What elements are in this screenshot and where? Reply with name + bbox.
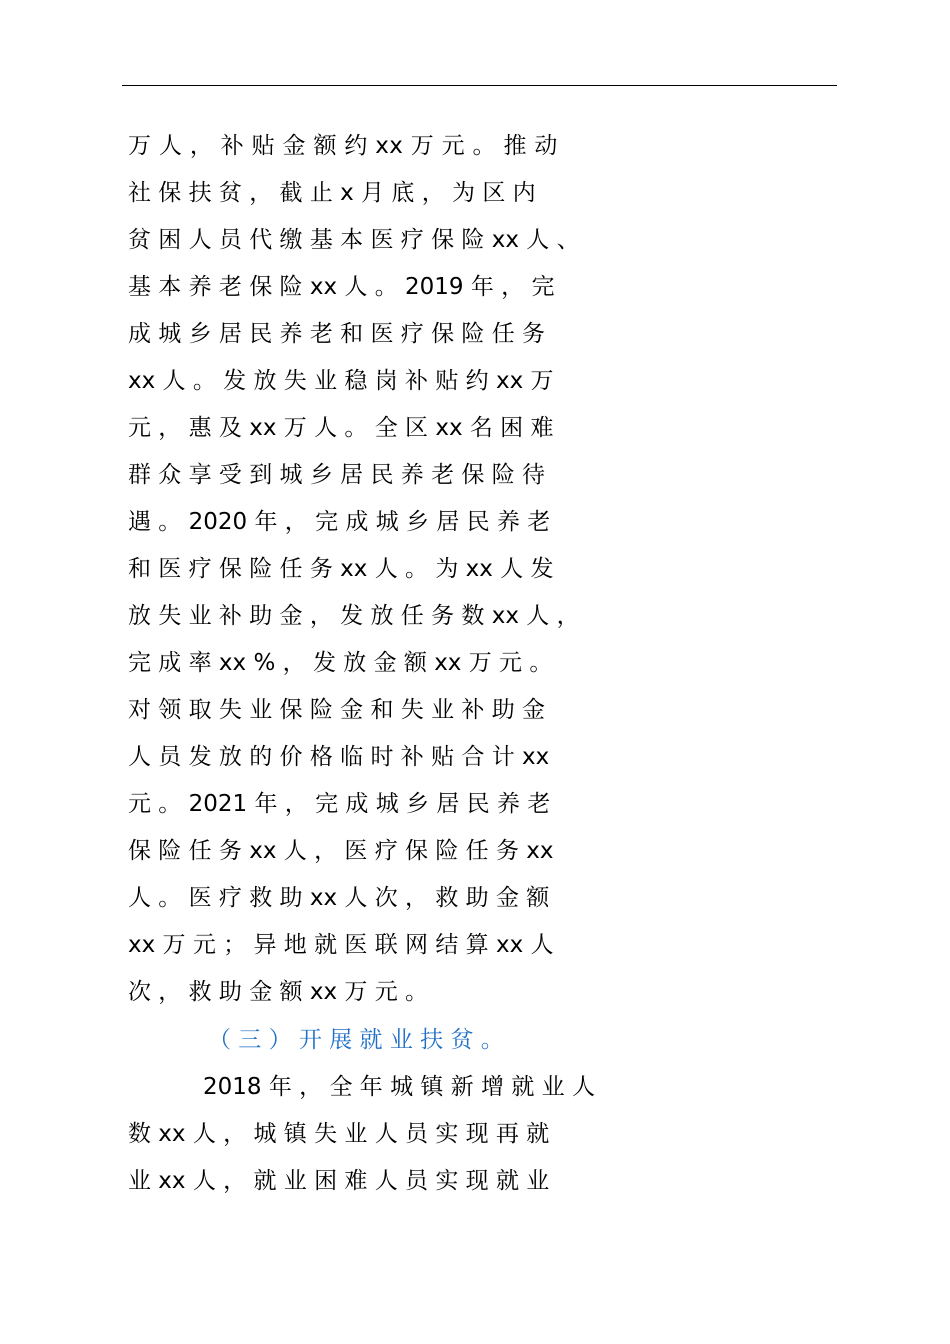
text-line-19: 次 ， 救 助 金 额 xx 万 元 。 xyxy=(128,979,429,1005)
section-heading: （ 三 ） 开 展 就 业 扶 贫 。 xyxy=(208,1027,504,1053)
text-line-4: 基 本 养 老 保 险 xx 人 。 2019 年 ， 完 xyxy=(128,274,555,300)
text-line-6: xx 人 。 发 放 失 业 稳 岗 补 贴 约 xx 万 xyxy=(128,368,554,394)
text-line-10: 和 医 疗 保 险 任 务 xx 人 。 为 xx 人 发 xyxy=(128,556,554,582)
text-line-9: 遇 。 2020 年 ， 完 成 城 乡 居 民 养 老 xyxy=(128,509,551,535)
text-line-15: 元 。 2021 年 ， 完 成 城 乡 居 民 养 老 xyxy=(128,791,551,817)
text-line-18: xx 万 元 ； 异 地 就 医 联 网 结 算 xx 人 xyxy=(128,932,554,958)
text-line-2: 社 保 扶 贫 ， 截 止 x 月 底 ， 为 区 内 xyxy=(128,180,536,206)
text-line-16: 保 险 任 务 xx 人 ， 医 疗 保 险 任 务 xx xyxy=(128,838,554,864)
text-line-12: 完 成 率 xx % ， 发 放 金 额 xx 万 元 。 xyxy=(128,650,553,676)
text-line-8: 群 众 享 受 到 城 乡 居 民 养 老 保 险 待 xyxy=(128,462,546,488)
text-line-17: 人 。 医 疗 救 助 xx 人 次 ， 救 助 金 额 xyxy=(128,885,550,911)
paragraph-line-2: 数 xx 人 ， 城 镇 失 业 人 员 实 现 再 就 xyxy=(128,1121,550,1147)
paragraph-line-3: 业 xx 人 ， 就 业 困 难 人 员 实 现 就 业 xyxy=(128,1168,550,1194)
text-line-5: 成 城 乡 居 民 养 老 和 医 疗 保 险 任 务 xyxy=(128,321,546,347)
text-line-11: 放 失 业 补 助 金 ， 发 放 任 务 数 xx 人 ， xyxy=(128,603,580,629)
text-line-3: 贫 困 人 员 代 缴 基 本 医 疗 保 险 xx 人 、 xyxy=(128,227,580,253)
text-line-7: 元 ， 惠 及 xx 万 人 。 全 区 xx 名 困 难 xyxy=(128,415,554,441)
header-rule xyxy=(122,85,837,86)
text-line-1: 万 人 ， 补 贴 金 额 约 xx 万 元 。 推 动 xyxy=(128,133,558,159)
text-line-13: 对 领 取 失 业 保 险 金 和 失 业 补 助 金 xyxy=(128,697,546,723)
text-line-14: 人 员 发 放 的 价 格 临 时 补 贴 合 计 xx xyxy=(128,744,550,770)
paragraph-line-1: 2018 年 ， 全 年 城 镇 新 增 就 业 人 xyxy=(203,1074,595,1100)
